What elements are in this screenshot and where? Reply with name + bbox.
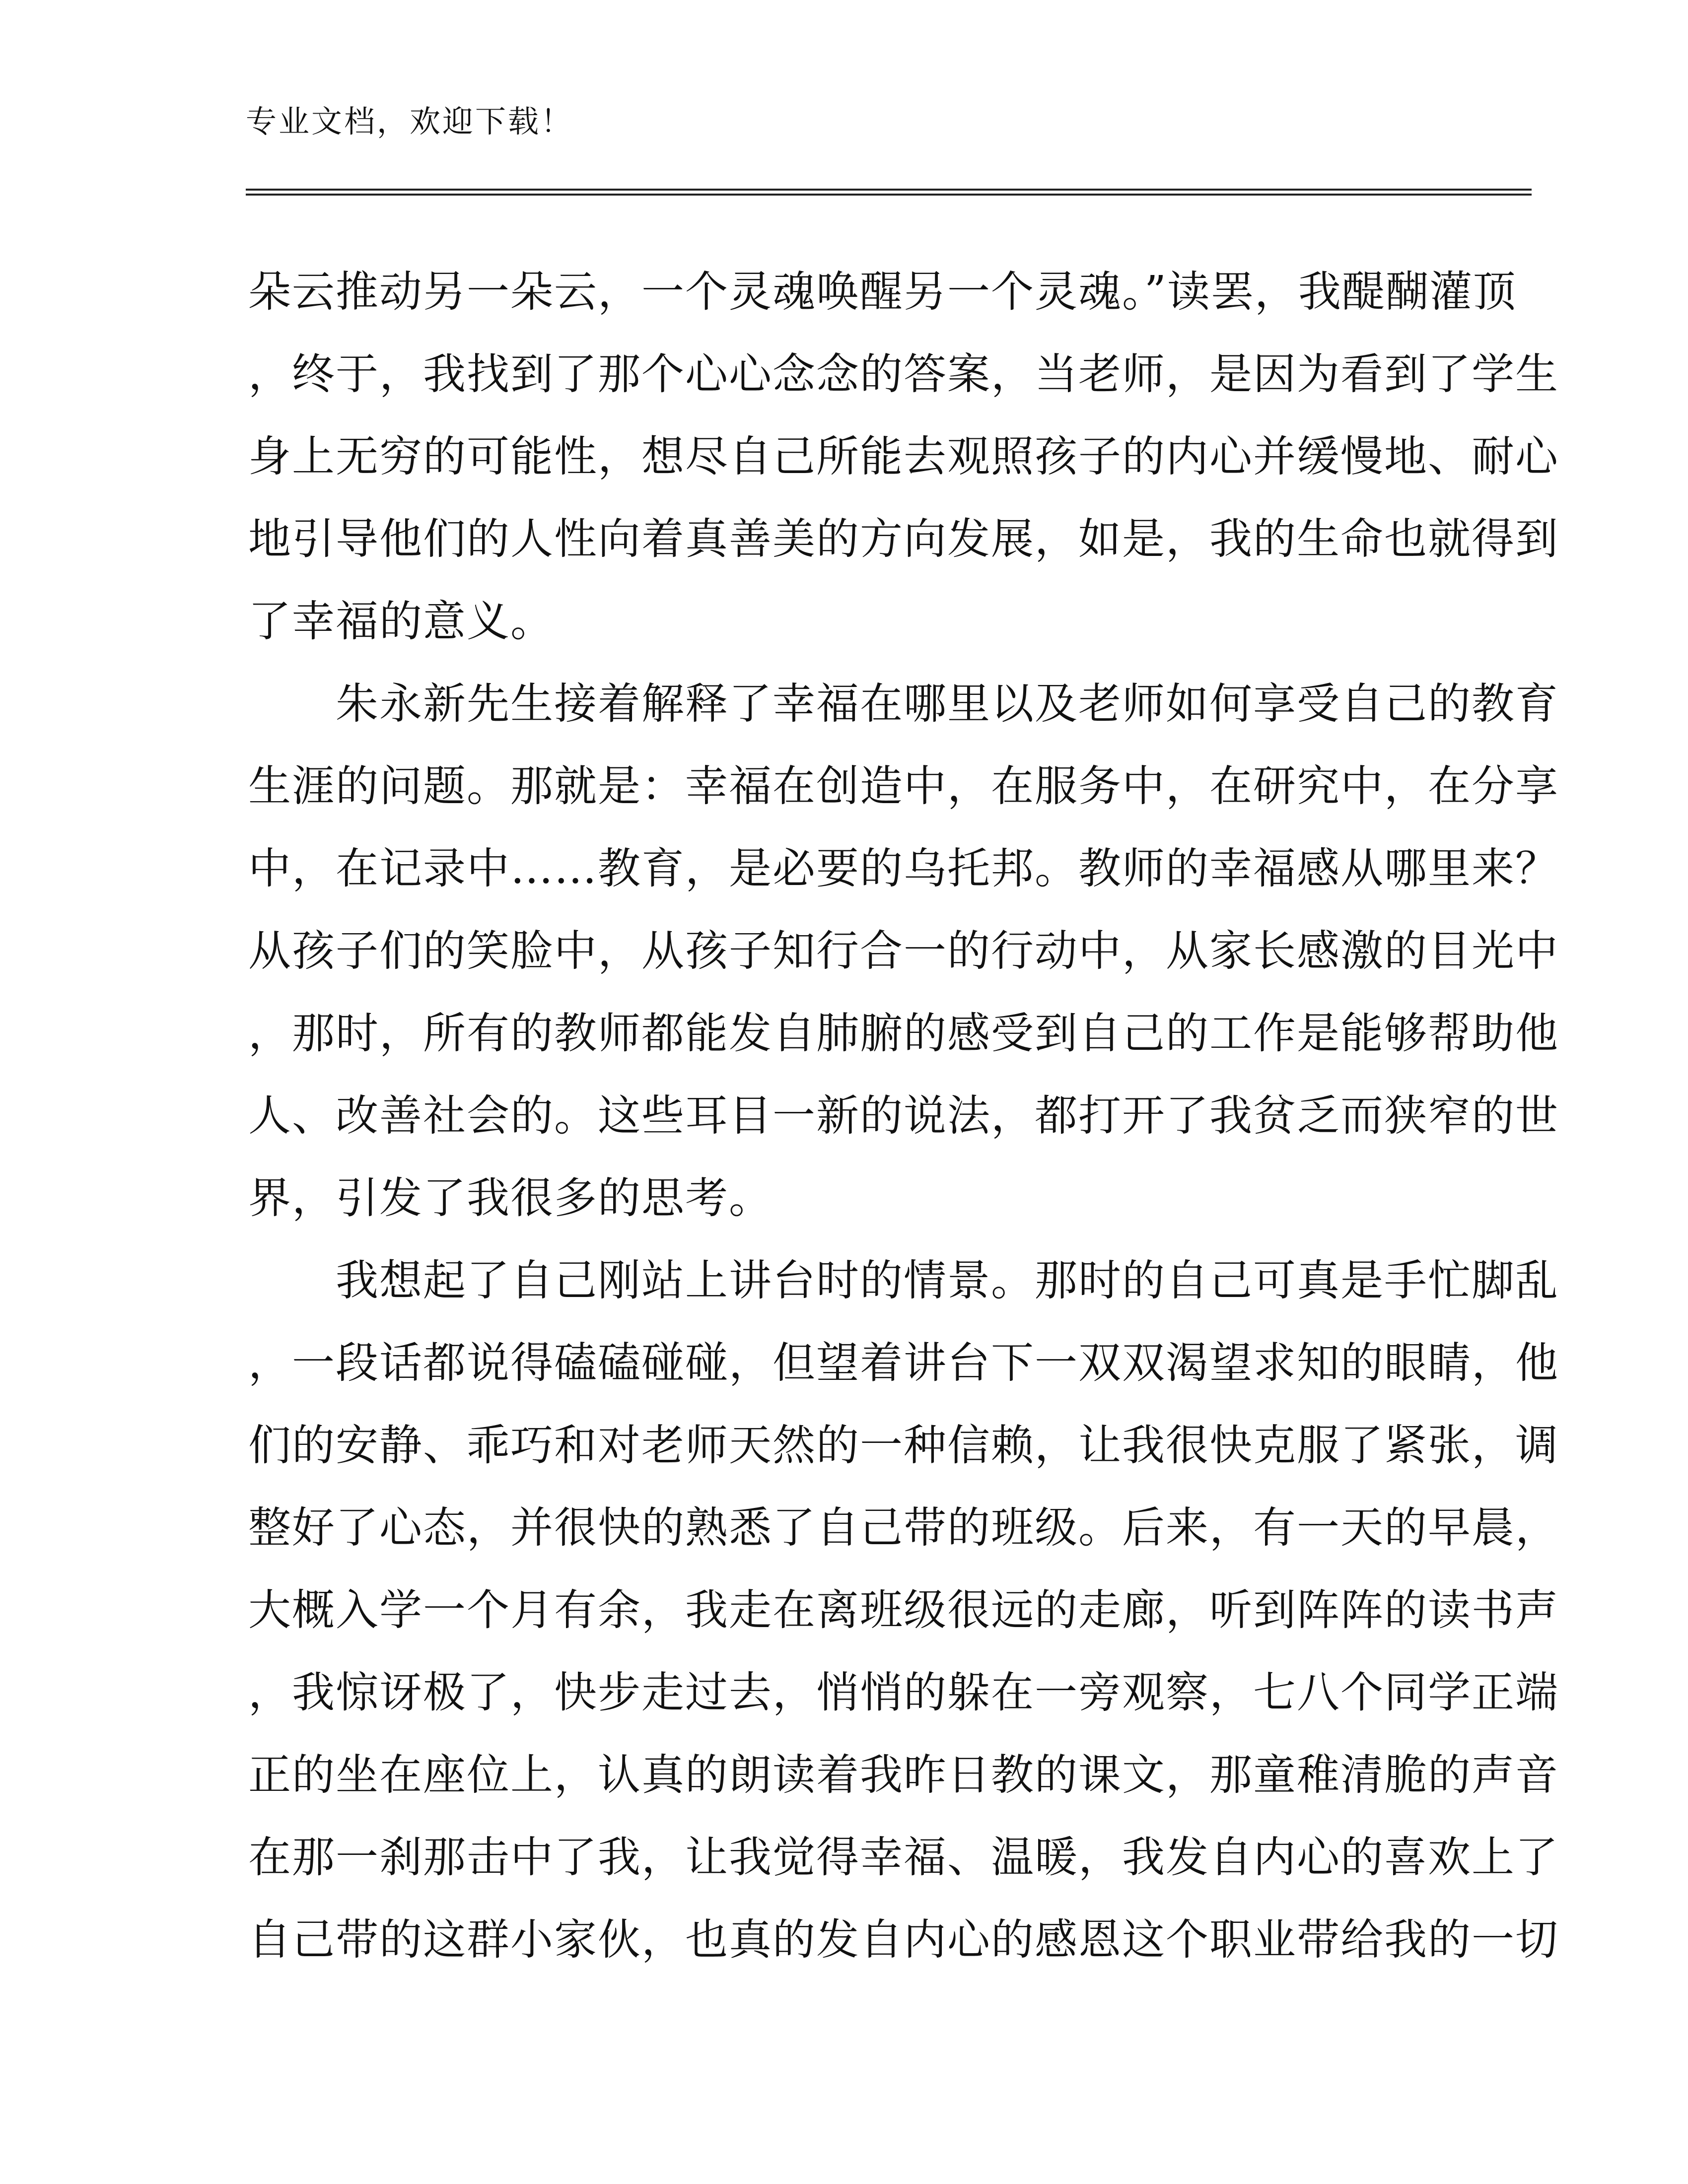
text-line: 朱永新先生接着解释了幸福在哪里以及老师如何享受自己的教育 [248, 679, 1559, 729]
text-line: 人、改善社会的。这些耳目一新的说法，都打开了我贫乏而狭窄的世 [248, 1091, 1559, 1141]
text-line: ，那时，所有的教师都能发自肺腑的感受到自己的工作是能够帮助他 [248, 1009, 1559, 1058]
text-line: 朵云推动另一朵云，一个灵魂唤醒另一个灵魂。”读罢，我醍醐灌顶 [248, 267, 1517, 317]
text-line: ，一段话都说得磕磕碰碰，但望着讲台下一双双渴望求知的眼睛，他 [248, 1338, 1559, 1388]
header-divider-bottom [246, 194, 1532, 196]
text-line: 身上无穷的可能性，想尽自己所能去观照孩子的内心并缓慢地、耐心 [248, 432, 1559, 481]
text-line: 自己带的这群小家伙，也真的发自内心的感恩这个职业带给我的一切 [248, 1915, 1559, 1965]
text-line: 界，引发了我很多的思考。 [248, 1173, 773, 1223]
page-header: 专业文档，欢迎下载！ [246, 103, 574, 139]
text-line: ，终于，我找到了那个心心念念的答案，当老师，是因为看到了学生 [248, 349, 1559, 399]
text-line: 中，在记录中……教育，是必要的乌托邦。教师的幸福感从哪里来？ [248, 844, 1559, 893]
text-line: 们的安静、乖巧和对老师天然的一种信赖，让我很快克服了紧张，调 [248, 1421, 1559, 1470]
text-line: 地引导他们的人性向着真善美的方向发展，如是，我的生命也就得到 [248, 514, 1559, 564]
text-line: 正的坐在座位上，认真的朗读着我昨日教的课文，那童稚清脆的声音 [248, 1750, 1559, 1800]
text-line: 大概入学一个月有余，我走在离班级很远的走廊，听到阵阵的读书声 [248, 1585, 1559, 1635]
text-line: ，我惊讶极了，快步走过去，悄悄的躲在一旁观察，七八个同学正端 [248, 1668, 1559, 1717]
text-line: 了幸福的意义。 [248, 597, 554, 646]
text-line: 从孩子们的笑脸中，从孩子知行合一的行动中，从家长感激的目光中 [248, 926, 1559, 976]
text-line: 在那一刹那击中了我，让我觉得幸福、温暖，我发自内心的喜欢上了 [248, 1833, 1559, 1882]
text-line: 生涯的问题。那就是：幸福在创造中，在服务中，在研究中，在分享 [248, 761, 1559, 811]
header-divider-top [246, 189, 1532, 191]
document-body [248, 251, 1559, 1981]
text-line: 我想起了自己刚站上讲台时的情景。那时的自己可真是手忙脚乱 [248, 1256, 1559, 1305]
text-line: 整好了心态，并很快的熟悉了自己带的班级。后来，有一天的早晨， [248, 1503, 1559, 1553]
